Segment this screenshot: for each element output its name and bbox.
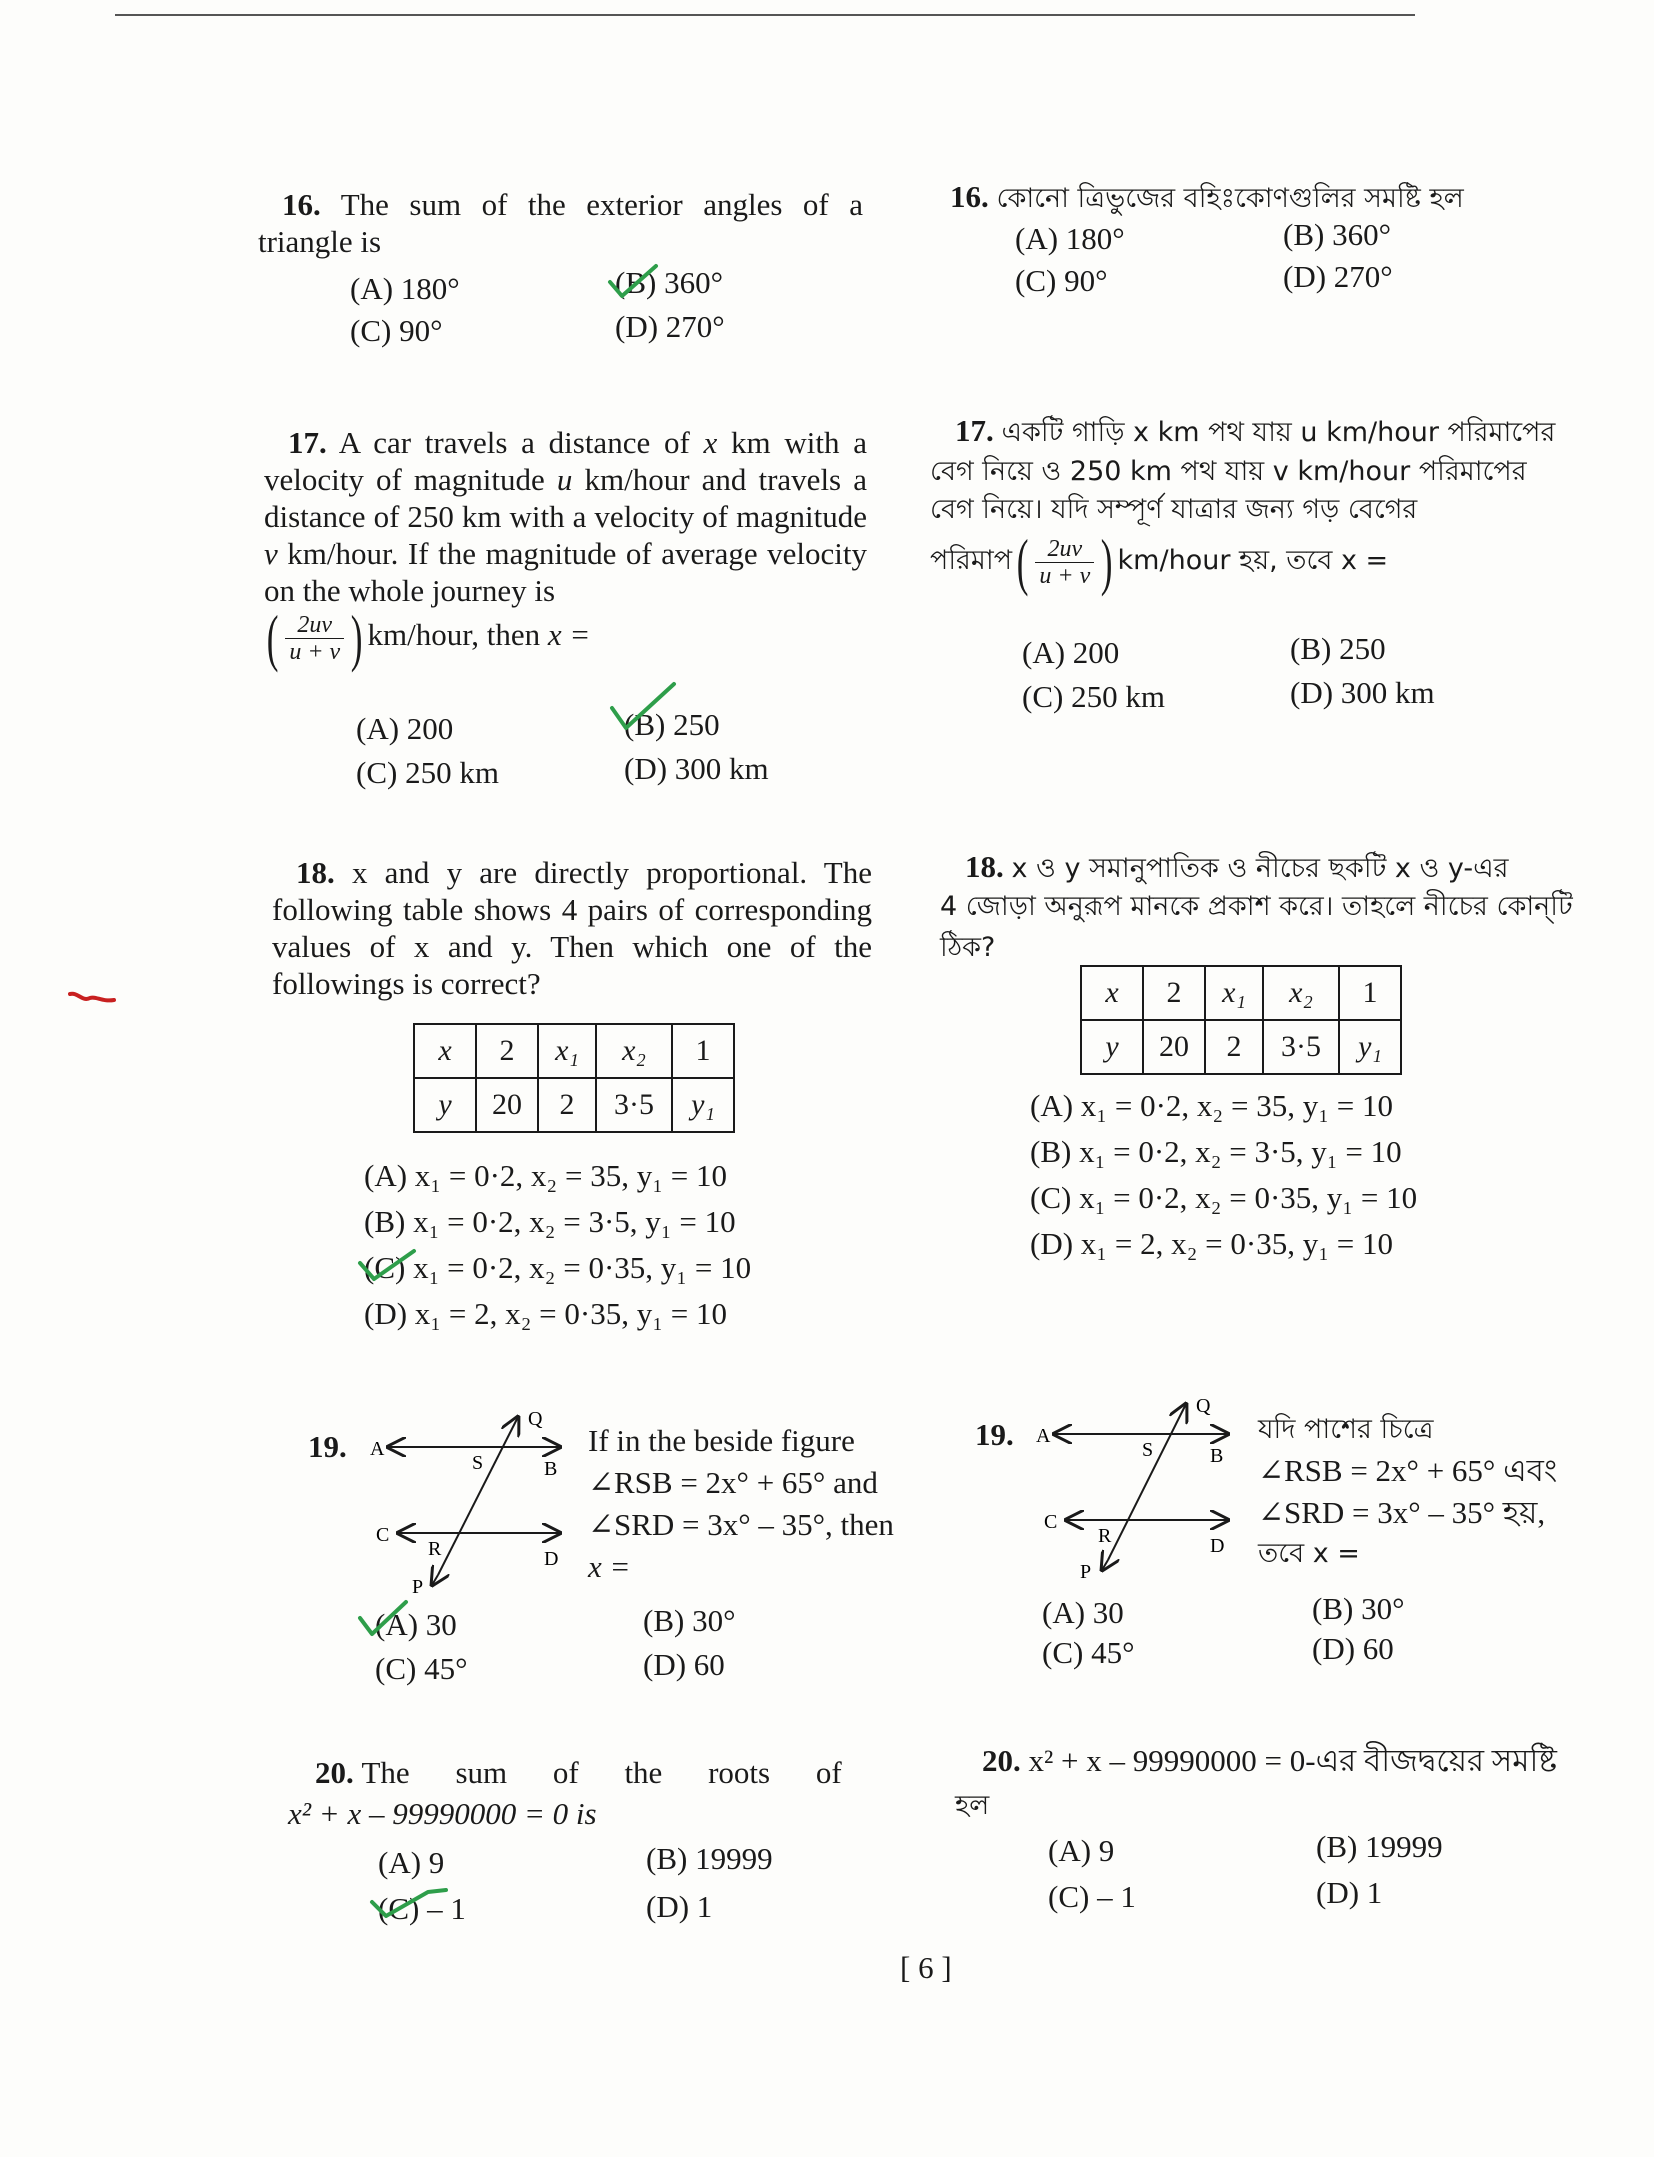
question-text: A car travels a distance of — [338, 425, 704, 460]
label-p: P — [412, 1576, 424, 1598]
table-cell: x₁ — [1205, 966, 1263, 1020]
option-d[interactable]: (D) 300 km — [624, 751, 769, 786]
q16-bn-stem — [950, 178, 1570, 219]
q20-bn-line2: হল — [955, 1790, 990, 1821]
question-text: x and y are directly proportional. The following table shows 4 pairs of corresponding values of x and y. Then which one of the followings is correct? — [272, 855, 873, 1001]
question-text: ∠SRD = 3x° – 35°, then — [588, 1507, 894, 1542]
average-velocity-fraction: $\frac{2uv}{u + v}$ — [285, 612, 344, 665]
q18-bn-stem — [965, 848, 1509, 889]
table-cell: 2 — [538, 1078, 596, 1132]
question-number: 20. — [315, 1755, 354, 1790]
label-q: Q — [528, 1408, 543, 1430]
option-a[interactable]: (A) 9 — [1048, 1833, 1115, 1868]
option-b[interactable]: (B) 30° — [643, 1603, 736, 1638]
check-mark-icon — [608, 680, 678, 736]
question-text: তবে x = — [1258, 1538, 1360, 1569]
table-cell: y₁ — [1339, 1020, 1401, 1074]
option-a[interactable]: (A) 200 — [1022, 635, 1120, 670]
table-cell: x₂ — [596, 1024, 672, 1078]
q18-en-stem — [272, 854, 872, 1002]
q17-bn-fraction-line: পরিমাপ( $\frac{2uv}{u + v}$ ) km/hour হয়, তবে x = — [930, 526, 1389, 597]
table-cell: x₂ — [1263, 966, 1339, 1020]
q17-bn-line2: বেগ নিয়ে ও 250 km পথ যায় v km/hour পরিমাপের — [930, 456, 1527, 487]
question-text: ∠RSB = 2x° + 65° এবং — [1258, 1453, 1558, 1488]
option-c[interactable]: (C) 250 km — [1022, 679, 1165, 714]
question-text: x = — [588, 1549, 631, 1584]
question-text: ∠SRD = 3x° – 35° হয়, — [1258, 1495, 1546, 1530]
page-number: [ 6 ] — [900, 1950, 952, 1985]
q20-en-stem — [315, 1754, 890, 1791]
question-text: km/hour হয়, তবে x = — [1117, 545, 1389, 577]
question-number: 17. — [955, 413, 994, 448]
option-d[interactable]: (D) x₁ = 2, x₂ = 0·35, y₁ = 10 — [364, 1296, 727, 1331]
question-number: 19. — [975, 1417, 1014, 1452]
question-text: x = — [547, 617, 591, 653]
table-cell: y — [1081, 1020, 1143, 1074]
top-rule — [115, 14, 1415, 16]
check-mark-icon — [606, 262, 662, 302]
option-d[interactable]: (D) 270° — [1283, 259, 1393, 294]
option-c[interactable]: (C) x₁ = 0·2, x₂ = 0·35, y₁ = 10 — [364, 1250, 752, 1285]
option-c[interactable]: (C) 45° — [1042, 1635, 1135, 1670]
question-text: km/hour. If the magnitude of average velocity on the whole journey is — [264, 536, 867, 608]
option-c[interactable]: (C) 45° — [375, 1651, 468, 1686]
question-number: 17. — [288, 425, 327, 460]
q19-bn-parallel-lines-figure — [1036, 1392, 1246, 1592]
label-r: R — [428, 1538, 442, 1560]
variable-x: x — [703, 425, 718, 460]
label-c: C — [376, 1524, 390, 1546]
option-d[interactable]: (D) 300 km — [1290, 675, 1435, 710]
question-number: 16. — [282, 187, 321, 222]
table-cell: 3·5 — [596, 1078, 672, 1132]
option-c[interactable]: (C) 250 km — [356, 755, 499, 790]
question-number: 19. — [308, 1429, 347, 1464]
question-number: 18. — [296, 855, 335, 890]
label-a: A — [1036, 1425, 1051, 1447]
q20-en-equation: x² + x – 99990000 = 0 is — [288, 1796, 597, 1831]
option-a[interactable]: (A) x₁ = 0·2, x₂ = 35, y₁ = 10 — [1030, 1088, 1393, 1123]
option-c[interactable]: (C) – 1 — [1048, 1879, 1136, 1914]
label-a: A — [370, 1438, 385, 1460]
option-a[interactable]: (A) x₁ = 0·2, x₂ = 35, y₁ = 10 — [364, 1158, 727, 1193]
q18-bn-line3: ঠিক? — [940, 932, 996, 963]
q16-en-stem — [258, 186, 863, 260]
table-cell: 2 — [1205, 1020, 1263, 1074]
option-d[interactable]: (D) 1 — [646, 1889, 713, 1924]
q18-en-value-table — [413, 1023, 735, 1133]
question-text: km/hour, then — [367, 617, 548, 653]
table-cell: 2 — [476, 1024, 538, 1078]
question-text: If in the beside figure — [588, 1423, 855, 1458]
option-b[interactable]: (B) 360° — [1283, 217, 1391, 252]
option-d[interactable]: (D) 60 — [1312, 1631, 1394, 1666]
label-d: D — [544, 1548, 559, 1570]
option-a[interactable]: (A) 30 — [1042, 1595, 1124, 1630]
average-velocity-fraction: $\frac{2uv}{u + v}$ — [1035, 536, 1094, 589]
variable-v: v — [264, 536, 278, 571]
option-a[interactable]: (A) 30 — [375, 1607, 457, 1642]
table-row — [414, 1024, 734, 1078]
option-b[interactable]: (B) 19999 — [646, 1841, 773, 1876]
option-c[interactable]: (C) – 1 — [378, 1891, 466, 1926]
option-a[interactable]: (A) 200 — [356, 711, 454, 746]
option-b[interactable]: (B) 30° — [1312, 1591, 1405, 1626]
question-text: x² + x – 99990000 = 0-এর বীজদ্বয়ের সমষ্টি — [1028, 1743, 1557, 1778]
option-b[interactable]: (B) 19999 — [1316, 1829, 1443, 1864]
table-cell: y₁ — [672, 1078, 734, 1132]
table-cell: 1 — [672, 1024, 734, 1078]
label-q: Q — [1196, 1395, 1211, 1417]
option-d[interactable]: (D) 270° — [615, 309, 725, 344]
question-text: x ও y সমানুপাতিক ও নীচের ছকটি x ও y-এর — [1011, 853, 1509, 884]
option-b[interactable]: (B) x₁ = 0·2, x₂ = 3·5, y₁ = 10 — [1030, 1134, 1402, 1169]
option-b[interactable]: (B) 360° — [615, 265, 723, 300]
q17-en-fraction-line: ( $\frac{2uv}{u + v}$ ) km/hour, then x = — [266, 602, 591, 673]
variable-u: u — [556, 462, 573, 497]
table-cell: 20 — [1143, 1020, 1205, 1074]
q17-bn-line3: বেগ নিয়ে। যদি সম্পূর্ণ যাত্রার জন্য গড় বেগের — [930, 494, 1418, 525]
question-text: The sum of the roots of — [361, 1755, 842, 1790]
table-cell: 20 — [476, 1078, 538, 1132]
q19-bn-stem — [1258, 1410, 1557, 1574]
label-s: S — [1142, 1439, 1154, 1461]
table-cell: y — [414, 1078, 476, 1132]
option-b[interactable]: (B) 250 — [1290, 631, 1386, 666]
label-d: D — [1210, 1535, 1225, 1557]
stray-red-mark — [68, 990, 116, 1004]
option-a[interactable]: (A) 180° — [1015, 221, 1125, 256]
question-number: 20. — [982, 1743, 1021, 1778]
check-mark-icon — [356, 1598, 412, 1642]
question-number: 18. — [965, 849, 1004, 884]
q19-en-stem — [588, 1420, 894, 1588]
question-text: একটি গাড়ি x km পথ যায় u km/hour পরিমাপের — [1001, 417, 1556, 448]
option-a[interactable]: (A) 9 — [378, 1845, 445, 1880]
q17-bn-stem — [955, 412, 1565, 453]
q20-bn-stem — [982, 1742, 1557, 1779]
label-p: P — [1080, 1561, 1092, 1583]
option-d[interactable]: (D) 60 — [643, 1647, 725, 1682]
table-cell: 3·5 — [1263, 1020, 1339, 1074]
table-cell: x₁ — [538, 1024, 596, 1078]
question-text: The sum of the exterior angles of a triangle is — [258, 187, 863, 259]
table-cell: 2 — [1143, 966, 1205, 1020]
check-mark-icon — [368, 1884, 448, 1924]
table-row — [414, 1078, 734, 1132]
question-text: ∠RSB = 2x° + 65° and — [588, 1465, 878, 1500]
q18-bn-line2: 4 জোড়া অনুরূপ মানকে প্রকাশ করে। তাহলে নীচের কোন্‌টি — [940, 891, 1573, 922]
table-cell: x — [414, 1024, 476, 1078]
question-text: km with a velocity of magnitude — [264, 425, 867, 497]
question-text: পরিমাপ — [930, 545, 1013, 577]
option-a[interactable]: (A) 180° — [350, 271, 460, 306]
option-c[interactable]: (C) x₁ = 0·2, x₂ = 0·35, y₁ = 10 — [1030, 1180, 1418, 1215]
label-r: R — [1098, 1525, 1112, 1547]
question-text: যদি পাশের চিত্রে — [1258, 1414, 1434, 1445]
check-mark-icon — [356, 1245, 418, 1285]
option-d[interactable]: (D) x₁ = 2, x₂ = 0·35, y₁ = 10 — [1030, 1226, 1393, 1261]
q19-en-parallel-lines-figure — [368, 1405, 578, 1605]
q17-en-stem — [264, 424, 867, 609]
label-s: S — [472, 1452, 484, 1474]
label-b: B — [1210, 1445, 1224, 1467]
label-b: B — [544, 1458, 558, 1480]
table-row — [1081, 1020, 1401, 1074]
question-text: কোনো ত্রিভুজের বহিঃকোণগুলির সমষ্টি হল — [996, 183, 1464, 214]
label-c: C — [1044, 1511, 1058, 1533]
option-d[interactable]: (D) 1 — [1316, 1875, 1383, 1910]
option-b[interactable]: (B) x₁ = 0·2, x₂ = 3·5, y₁ = 10 — [364, 1204, 736, 1239]
table-cell: x — [1081, 966, 1143, 1020]
table-cell: 1 — [1339, 966, 1401, 1020]
option-b[interactable]: (B) 250 — [624, 707, 720, 742]
table-row — [1081, 966, 1401, 1020]
option-c[interactable]: (C) 90° — [1015, 263, 1108, 298]
question-number: 16. — [950, 179, 989, 214]
option-c[interactable]: (C) 90° — [350, 313, 443, 348]
q18-bn-value-table — [1080, 965, 1402, 1075]
question-text: km/hour and travels a distance of 250 km with a velocity of magnitude — [264, 462, 867, 534]
